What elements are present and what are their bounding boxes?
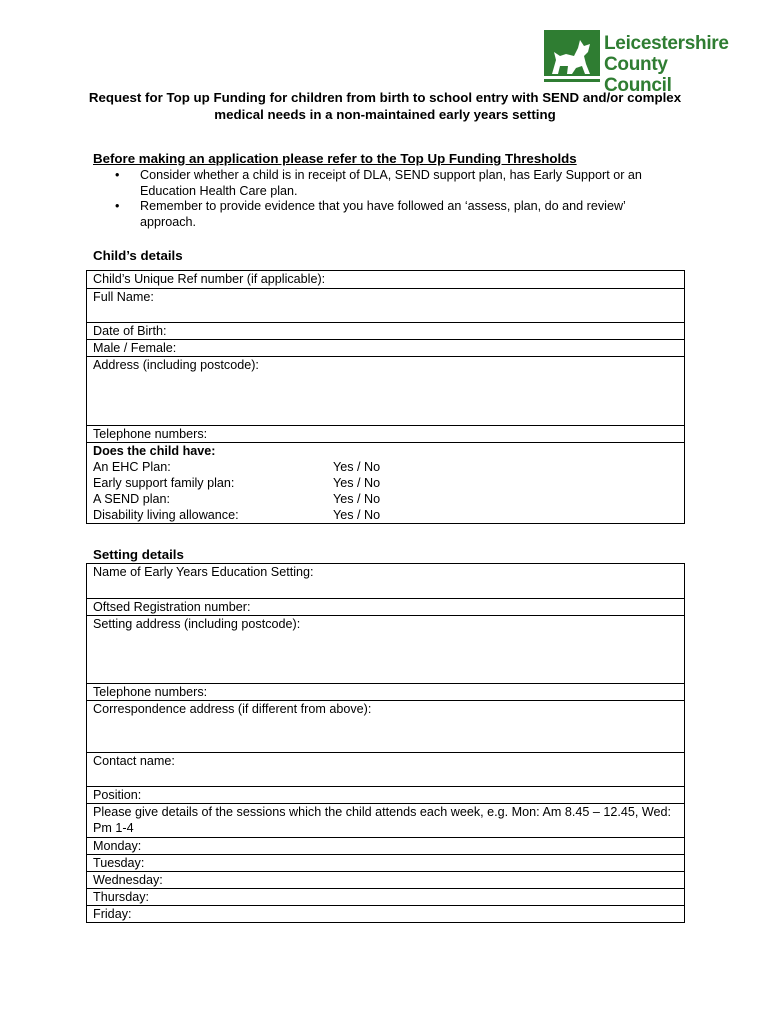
plan-label: Early support family plan:	[93, 476, 235, 490]
setting-details-table	[86, 563, 685, 923]
child-details-table	[86, 270, 685, 524]
child-telephone-field[interactable]: Telephone numbers:	[87, 426, 685, 443]
setting-name-field[interactable]: Name of Early Years Education Setting:	[87, 564, 685, 599]
day-field-tuesday[interactable]: Tuesday:	[87, 855, 685, 872]
correspondence-address-field[interactable]: Correspondence address (if different from above):	[87, 701, 685, 753]
does-child-have-label: Does the child have:	[93, 444, 216, 458]
plan-label: An EHC Plan:	[93, 460, 171, 474]
plan-row-early-support	[93, 475, 678, 491]
setting-telephone-field[interactable]: Telephone numbers:	[87, 684, 685, 701]
logo-line-2: County Council	[604, 54, 672, 96]
day-field-monday[interactable]: Monday:	[87, 838, 685, 855]
council-logo	[544, 30, 740, 96]
plan-label: A SEND plan:	[93, 492, 171, 506]
bullet-text: Remember to provide evidence that you have followed an ‘assess, plan, do and review’ approach.	[140, 199, 626, 229]
list-item	[113, 168, 673, 199]
intro-bullet-list	[113, 168, 673, 230]
plan-row-send	[93, 491, 678, 507]
plan-row-dla	[93, 507, 678, 523]
gender-field[interactable]: Male / Female:	[87, 340, 685, 357]
setting-details-heading: Setting details	[93, 547, 184, 562]
logo-wordmark	[604, 33, 740, 96]
yes-no-option[interactable]: Yes / No	[333, 476, 381, 490]
plan-row-ehc	[93, 459, 678, 475]
full-name-field[interactable]: Full Name:	[87, 289, 685, 323]
yes-no-option[interactable]: Yes / No	[333, 492, 381, 506]
intro-heading: Before making an application please refer to the Top Up Funding Thresholds	[93, 151, 577, 166]
contact-name-field[interactable]: Contact name:	[87, 753, 685, 787]
yes-no-option[interactable]: Yes / No	[333, 508, 381, 522]
plans-group	[87, 443, 685, 524]
setting-address-field[interactable]: Setting address (including postcode):	[87, 616, 685, 684]
child-details-heading: Child’s details	[93, 248, 183, 263]
plan-label: Disability living allowance:	[93, 508, 239, 522]
logo-line-1: Leicestershire	[604, 33, 729, 54]
day-field-friday[interactable]: Friday:	[87, 906, 685, 923]
child-address-field[interactable]: Address (including postcode):	[87, 357, 685, 426]
unique-ref-field[interactable]: Child’s Unique Ref number (if applicable):	[87, 271, 685, 289]
fox-emblem-icon	[544, 30, 600, 82]
day-field-thursday[interactable]: Thursday:	[87, 889, 685, 906]
bullet-icon: •	[115, 199, 120, 213]
bullet-icon: •	[115, 168, 120, 182]
form-title: Request for Top up Funding for children from birth to school entry with SEND and/or complex medical needs in a non-maintained early years setting	[88, 90, 682, 122]
dob-field[interactable]: Date of Birth:	[87, 323, 685, 340]
ofsted-number-field[interactable]: Oftsed Registration number:	[87, 599, 685, 616]
position-field[interactable]: Position:	[87, 787, 685, 804]
bullet-text: Consider whether a child is in receipt of DLA, SEND support plan, has Early Support or an Education Health Care plan.	[140, 168, 642, 198]
sessions-instructions: Please give details of the sessions which the child attends each week, e.g. Mon: Am 8.45 – 12.45, Wed: Pm 1-4	[87, 804, 685, 838]
list-item	[113, 199, 673, 230]
day-field-wednesday[interactable]: Wednesday:	[87, 872, 685, 889]
yes-no-option[interactable]: Yes / No	[333, 460, 381, 474]
